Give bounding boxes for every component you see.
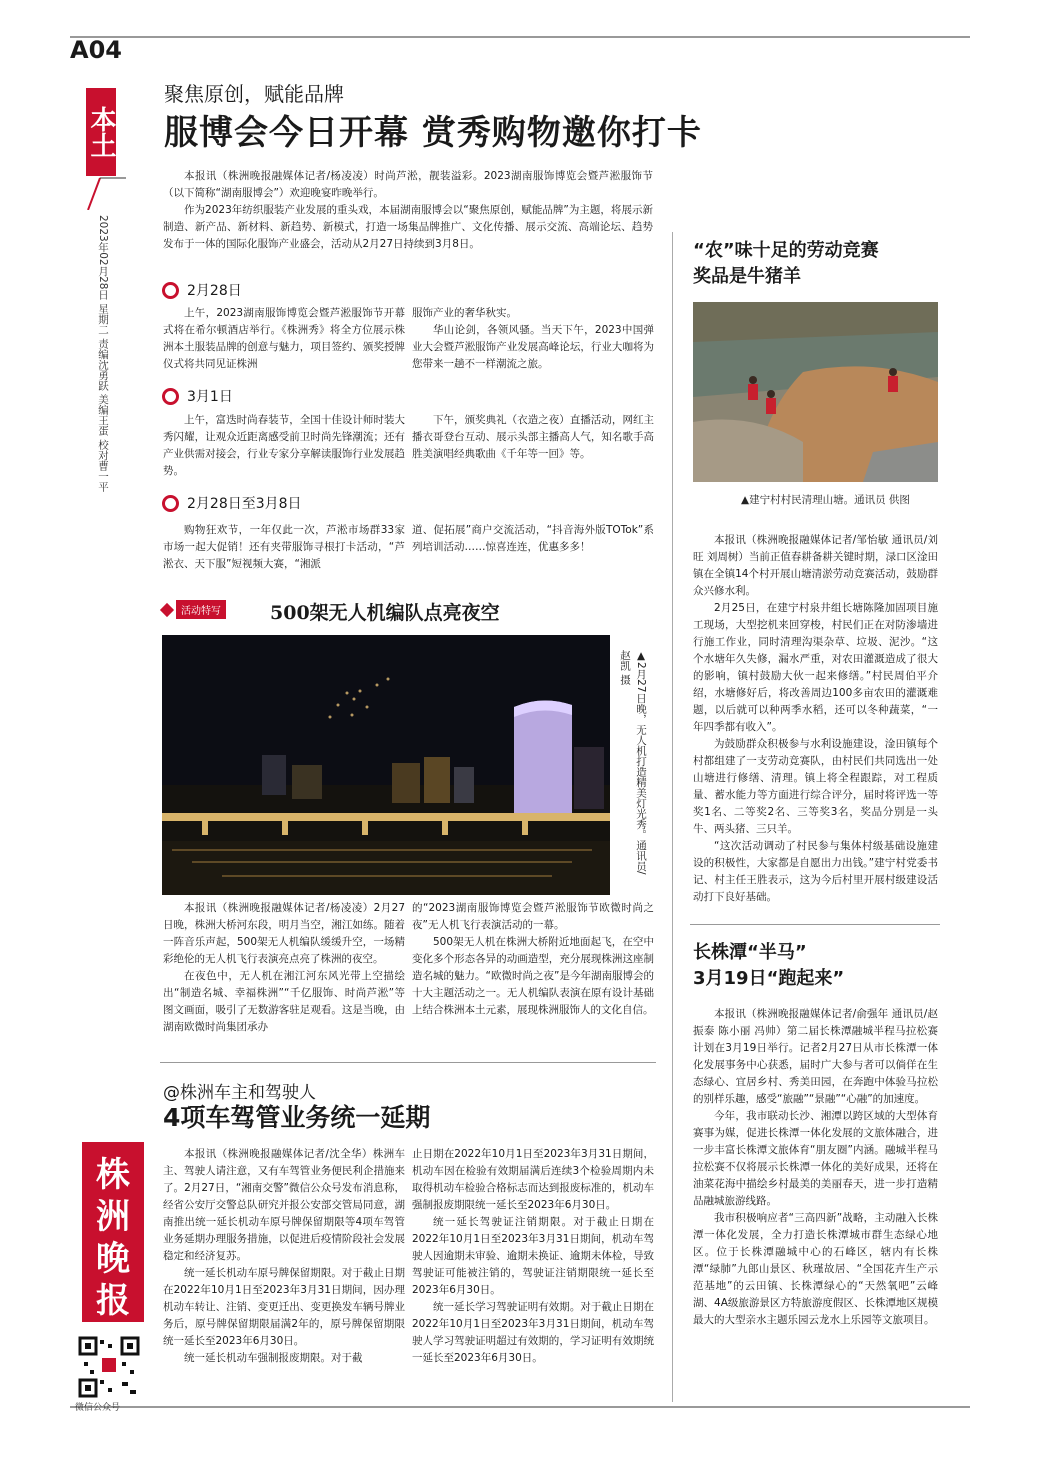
section-slash-icon (86, 170, 136, 210)
top-story-kicker: 聚焦原创，赋能品牌 (164, 82, 344, 106)
ring-icon (162, 388, 179, 405)
date-marker (162, 280, 242, 300)
top-rule (70, 36, 970, 38)
car-paragraph: 统一延长机动车原号牌保留期限。对于截止日期在2022年10月1日至2023年3月31日期间，因办理机动车转让、注销、变更迁出、变更换发车辆号牌业务后，原号牌保留期限届满2年的，原号牌保留期限统一延长至2023年6月30日。 (163, 1267, 405, 1347)
farm-story-body (693, 532, 938, 906)
car-paragraph: 本报讯（株洲晚报融媒体记者/沈全华）株洲车主、驾驶人请注意，又有车驾管业务便民利企措施来了。2月27日，“湘南交警”微信公众号发布消息称，经省公安厅交警总队研究并报公安部交管局同意，湖南推出统一延长机动车原号牌保留期限等4项车驾管业务延期办理服务措施，以促进后疫情阶段社会发展稳定和经济复苏。 (163, 1148, 405, 1262)
marathon-paragraph: 本报讯（株洲晚报融媒体记者/俞强年 通讯员/赵振泰 陈小丽 冯帅）第二届长株潭融城半程马拉松赛计划在3月19日举行。记者2月27日从市长株潭一体化发展事务中心获悉，届时广大参与者可以倘佯在生态绿心、宜居乡村、秀美田园，在奔跑中体验马拉松的别样乐趣，感受“旅融”“景融”“心融”的加速度。 (693, 1008, 938, 1105)
intro-paragraph: 作为2023年纺织服装产业发展的重头戏，本届湖南服博会以“聚焦原创，赋能品牌”为主题，将展示新制造、新产品、新材料、新趋势、新模式，打造一场集品牌推广、文化传播、展示交流、高端论坛、趋势发布于一体的国际化服饰产业盛会，活动从2月27日持续到3月8日。 (163, 204, 653, 250)
top-story-intro (163, 168, 653, 253)
section-paragraph: 服饰产业的奢华秋实。 (412, 307, 517, 319)
marathon-paragraph: 今年，我市联动长沙、湘潭以跨区域的大型体育赛事为媒，促进长株潭一体化发展的文旅体融合，进一步丰富长株潭文旅体育“朋友圈”内涵。融城半程马拉松赛不仅将展示长株潭一体化的美好成果，还将在油菜花海中描绘乡村最美的美丽春天，进一步打造精品融城旅游线路。 (693, 1110, 938, 1207)
page-number: A04 (70, 36, 122, 64)
section-paragraph: 购物狂欢节，一年仅此一次，芦淞市场群33家市场一起大促销！还有夹带服饰寻根打卡活动，“芦淞衣、天下服”短视频大赛，“湘派 (163, 524, 405, 570)
farm-photo-caption: ▲建宁村村民清理山塘。通讯员 供图 (741, 494, 910, 506)
section-divider (160, 1062, 656, 1063)
date-label: 2月28日 (187, 283, 242, 299)
section-paragraph: 上午，2023湖南服饰博览会暨芦淞服饰节开幕式将在希尔顿酒店举行。《株洲秀》将全方位展示株洲本土服装品牌的创意与魅力，项目签约、颁奖授牌仪式将共同见证株洲 (163, 307, 405, 370)
drone-photo-caption: ▲2月27日晚，无人机打造精美灯光秀。通讯员/赵凯 摄 (619, 650, 647, 875)
date-marker (162, 493, 302, 513)
section-column (412, 305, 654, 373)
activity-paragraph: 500架无人机在株洲大桥附近地面起飞，在空中变化多个形态各异的动画造型，充分展现株洲这座制造名城的魅力。“欧微时尚之夜”是今年湖南服博会的十大主题活动之一。无人机编队表演在原有设计基础上结合株洲本土元素，展现株洲服饰人的文化自信。 (412, 936, 654, 1016)
section-paragraph: 下午，颁奖典礼（衣造之夜）直播活动，网红主播衣哥登台互动、展示头部主播高人气，知名歌手高胜美演唱经典歌曲《千年等一回》等。 (412, 414, 654, 460)
section-column (163, 412, 405, 480)
section-badge: 本土 (86, 88, 116, 176)
marathon-paragraph: 我市积极响应者“三高四新”战略，主动融入长株潭一体化发展，全力打造长株潭城市群生态绿心地区。位于长株潭融城中心的石峰区，辖内有长株潭“绿肺”九郎山景区、秋瑾故居、“全国花卉生产示范基地”的云田镇、长株潭绿心的“天然氧吧”云峰湖、4A级旅游景区方特旅游度假区、长株潭地区规模最大的大型亲水主题乐园云龙水上乐园等文旅项目。 (693, 1212, 938, 1326)
section-column (412, 522, 654, 556)
car-story-headline: 4项车驾管业务统一延期 (163, 1103, 431, 1132)
ring-icon (162, 495, 179, 512)
top-story-headline: 服博会今日开幕 赏秀购物邀你打卡 (164, 113, 702, 153)
activity-badge (162, 600, 226, 619)
dateline: 2023年02月28日 星期二 责编沈勇跃 美编王蛋 校对曹一平 (97, 215, 109, 492)
activity-column (163, 900, 405, 1036)
diamond-icon (160, 602, 174, 616)
section-column (163, 305, 405, 373)
marathon-headline-1: 长株潭“半马” (693, 942, 807, 963)
section-paragraph: 道、促拓展”商户交流活动，“抖音海外版TOTok”系列培训活动……惊喜连连，优惠多多！ (412, 524, 654, 553)
activity-paragraph: 在夜色中，无人机在湘江河东风光带上空描绘出“制造名城、幸福株洲”“千亿服饰、时尚芦淞”等图文画面，吸引了无数游客驻足观看。这是当晚，由湖南欧微时尚集团承办 (163, 970, 405, 1033)
bottom-rule (70, 1406, 970, 1408)
car-story-kicker: @株洲车主和驾驶人 (163, 1083, 316, 1103)
car-paragraph: 止日期在2022年10月1日至2023年3月31日期间，机动车因在检验有效期届满后连续3个检验周期内未取得机动车检验合格标志而达到报废标准的，机动车强制报废期限统一延长至2023年6月30日。 (412, 1148, 654, 1211)
ring-icon (162, 282, 179, 299)
activity-paragraph: 的“2023湖南服饰博览会暨芦淞服饰节欧微时尚之夜”无人机飞行表演活动的一幕。 (412, 902, 654, 931)
activity-column (412, 900, 654, 1019)
activity-paragraph: 本报讯（株洲晚报融媒体记者/杨凌凌）2月27日晚，株洲大桥河东段，明月当空，湘江如练。随着一阵音乐声起，500架无人机编队缓缓升空，一场精彩绝伦的无人机飞行表演亮点亮了株洲的夜空。 (163, 902, 405, 965)
car-paragraph: 统一延长机动车强制报废期限。对于截 (184, 1352, 363, 1364)
farm-headline-2: 奖品是牛猪羊 (693, 266, 801, 287)
section-column (163, 522, 405, 573)
car-story-column (163, 1146, 405, 1367)
car-paragraph: 统一延长学习驾驶证明有效期。对于截止日期在2022年10月1日至2023年3月31日期间，机动车驾驶人学习驾驶证明超过有效期的，学习证明有效期统一延长至2023年6月30日。 (412, 1301, 654, 1364)
farm-paragraph: 本报讯（株洲晚报融媒体记者/邹怡敏 通讯员/刘旺 刘周树）当前正值春耕备耕关键时期，渌口区淦田镇在全镇14个村开展山塘清淤劳动竞赛活动，鼓励群众兴修水利。 (693, 534, 938, 597)
farm-headline-1: “农”味十足的劳动竞赛 (693, 240, 879, 261)
date-label: 2月28日至3月8日 (187, 496, 302, 512)
svg-text:报: 报 (96, 1281, 130, 1321)
section-paragraph: 上午，富迭时尚春装节，全国十佳设计师时装大秀闪耀，让观众近距离感受前卫时尚先锋潮流；还有产业供需对接会，行业专家分享解读服饰行业发展趋势。 (163, 414, 405, 477)
marathon-story-body (693, 1006, 938, 1329)
car-story-column (412, 1146, 654, 1367)
intro-paragraph: 本报讯（株洲晚报融媒体记者/杨凌凌）时尚芦淞，靓装溢彩。2023湖南服饰博览会暨芦淞服饰节（以下简称“湖南服博会”）欢迎晚宴昨晚举行。 (163, 170, 653, 199)
drone-show-photo (162, 635, 610, 895)
section-divider (690, 924, 940, 925)
farm-paragraph: “这次活动调动了村民参与集体村级基础设施建设的积极性，大家都是自愿出力出钱。”建宁村党委书记、村主任王胜表示，这为今后村里开展村级建设活动打下良好基础。 (693, 840, 938, 903)
qr-caption: 微信公众号 (75, 1403, 121, 1413)
date-label: 3月1日 (187, 389, 233, 405)
column-separator (672, 232, 673, 1402)
brand-logo (82, 1142, 144, 1322)
section-column (412, 412, 654, 463)
svg-text:晚: 晚 (96, 1239, 130, 1279)
svg-text:洲: 洲 (96, 1197, 130, 1237)
farm-paragraph: 2月25日，在建宁村泉井组长塘陈隆加固项目施工现场，大型挖机来回穿梭，村民们正在对防渗墙进行施工作业，同时清理沟渠杂草、垃圾、泥沙。“这个水塘年久失修，漏水严重，对农田灌溉造成了很大的影响，镇村鼓励大伙一起来修缮。”村民周伯平介绍，水塘修好后，将改善周边100多亩农田的灌溉难题，以后就可以种两季水稻，还可以冬种蔬菜，“一年四季都有收入”。 (693, 602, 938, 733)
farm-paragraph: 为鼓励群众积极参与水利设施建设，淦田镇每个村都组建了一支劳动竞赛队，由村民们共同选出一处山塘进行修缮、清理。镇上将全程跟踪，对工程质量、蓄水能力等方面进行综合评分，届时将评选一等奖1名、二等奖2名、三等奖3名，奖品分别是一头牛、两头猪、三只羊。 (693, 738, 938, 835)
activity-badge-label: 活动特写 (176, 600, 226, 619)
activity-headline: 500架无人机编队点亮夜空 (270, 602, 500, 624)
section-paragraph: 华山论剑，各领风骚。当天下午，2023中国弹业大会暨芦淞服饰产业发展高峰论坛，行业大咖将为您带来一趟不一样潮流之旅。 (412, 324, 654, 370)
marathon-headline-2: 3月19日“跑起来” (693, 968, 845, 989)
farm-photo (693, 302, 938, 482)
qr-code-icon[interactable] (78, 1336, 140, 1398)
car-paragraph: 统一延长驾驶证注销期限。对于截止日期在2022年10月1日至2023年3月31日期间，机动车驾驶人因逾期未审验、逾期未换证、逾期未体检，导致驾驶证可能被注销的，驾驶证注销期限统一延长至2023年6月30日。 (412, 1216, 654, 1296)
svg-text:株: 株 (96, 1155, 130, 1195)
date-marker (162, 386, 233, 406)
